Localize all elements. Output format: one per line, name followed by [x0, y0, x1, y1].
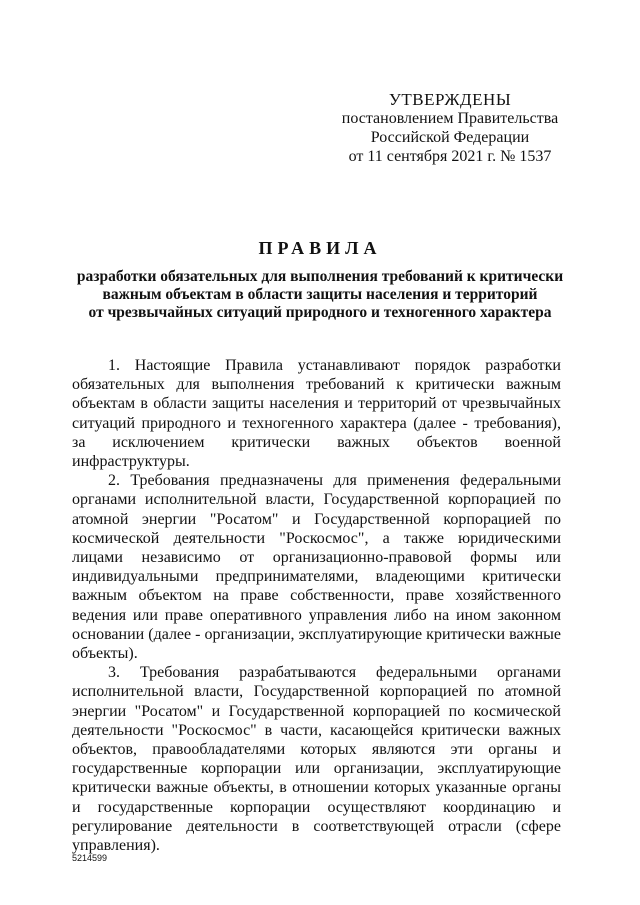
document-title: ПРАВИЛА — [258, 238, 382, 258]
paragraph-3: 3. Требования разрабатываются федеральными органами исполнительной власти, Государственной корпорацией по атомной энергии "Росатом" и Государственной корпорацией по космической деятельности "Роскосмос" в части, касающейся критически важных объектов, правообладателями которых являются эти органы и государственные корпорации или организации, эксплуатирующие критически важные объекты, в отношении которых указанные органы и государственные корпорации осуществляют координацию и регулирование деятельности в соответствующей отрасли (сфере управления). — [72, 664, 561, 855]
document-body — [72, 356, 561, 855]
paragraph-2: 2. Требования предназначены для применения федеральными органами исполнительной власти, Государственной корпорацией по атомной энергии "Росатом" и Государственной корпорацией по космической деятельности "Роскосмос", а также юридическими лицами независимо от организационно-правовой формы или индивидуальными предпринимателями, владеющими критически важным объектом на праве собственности, праве хозяйственного ведения или праве оперативного управления либо на ином законном основании (далее - организации, эксплуатирующие критически важные объекты). — [72, 472, 561, 663]
approval-line-2: Российской Федерации — [370, 129, 530, 146]
subtitle-line-2: важным объектам в области защиты населения и территорий — [102, 286, 538, 303]
document-number: 5214599 — [72, 853, 108, 863]
subtitle-line-1: разработки обязательных для выполнения требований к критически — [76, 268, 564, 285]
approval-line-1: постановлением Правительства — [341, 110, 559, 127]
approval-title: УТВЕРЖДЕНЫ — [388, 90, 512, 109]
document-subtitle — [60, 268, 580, 322]
paragraph-1: 1. Настоящие Правила устанавливают порядок разработки обязательных для выполнения требований к критически важным объектам в области защиты населения и территорий от чрезвычайных ситуаций природного и техногенного характера (далее - требования), за исключением критически важных объектов военной инфраструктуры. — [72, 357, 561, 471]
approval-stamp — [330, 90, 570, 166]
approval-line-3: от 11 сентября 2021 г. № 1537 — [348, 148, 552, 165]
subtitle-line-3: от чрезвычайных ситуаций природного и техногенного характера — [88, 304, 552, 321]
